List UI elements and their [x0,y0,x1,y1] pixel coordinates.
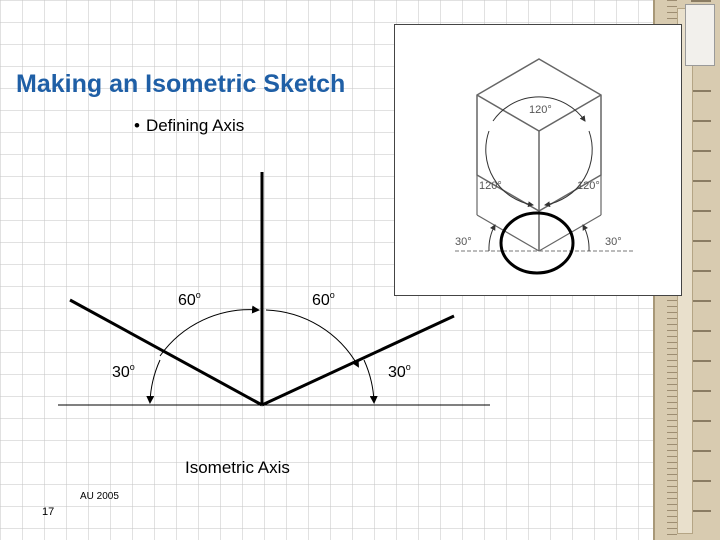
angle-label-60-right [312,292,335,310]
cube-label-bottom-right: 30° [605,236,622,248]
angle-label-60-left [178,292,201,310]
angle-arc-60-right [266,310,358,366]
angle-value: 60 [312,292,330,309]
cube-label-right: 120° [577,180,600,192]
degree-marker: o [195,290,201,300]
angle-arc-30-right [364,360,374,402]
cube-label-top: 120° [529,104,552,116]
degree-marker: o [129,362,135,372]
page-number: 17 [42,506,55,518]
angle-label-30-left [112,364,135,382]
bullet-text: Defining Axis [145,116,245,135]
cube-label-bottom-left: 30° [455,236,472,248]
angle-value: 60 [178,292,196,309]
left-axis [70,300,262,405]
angle-value: 30 [388,364,406,381]
angle-arc-30-left [150,360,160,402]
diagram-caption: Isometric Axis [185,458,290,477]
slide-title: Making an Isometric Sketch [16,70,346,98]
right-axis [262,316,454,405]
degree-marker: o [329,290,335,300]
angle-arc-60-left [160,310,258,356]
bullet-marker: • [134,116,140,135]
footer-text: AU 2005 [80,491,119,502]
angle-label-30-right [388,364,411,382]
degree-marker: o [405,362,411,372]
cube-label-left: 120° [479,180,502,192]
angle-value: 30 [112,364,130,381]
